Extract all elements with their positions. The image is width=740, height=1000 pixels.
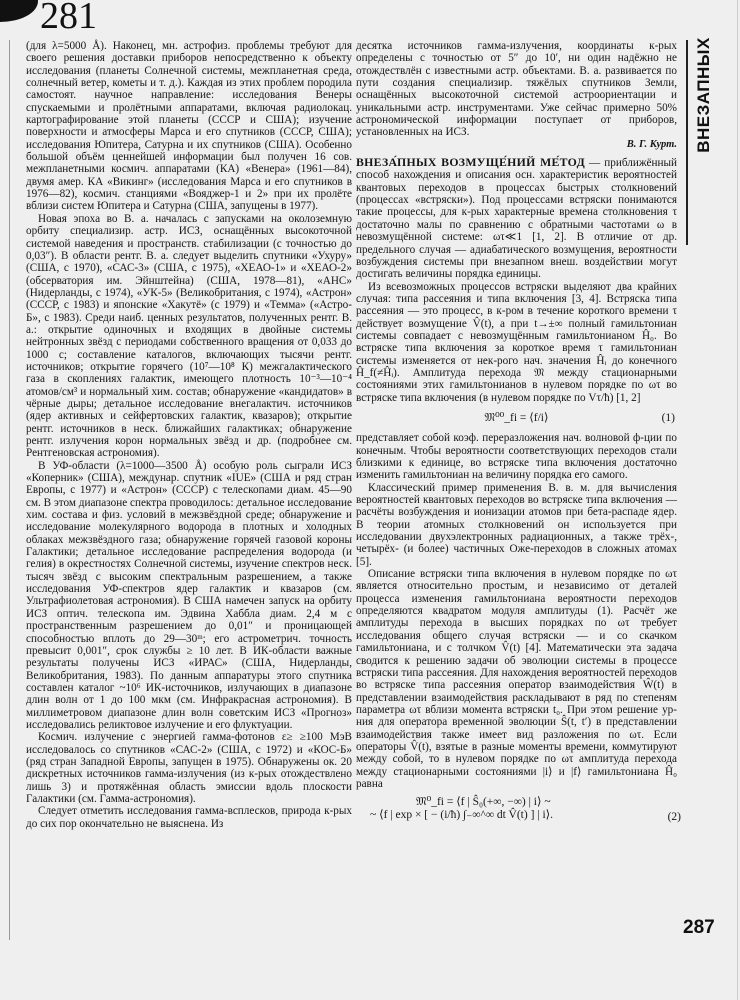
paragraph-description: Описание встряски типа включения в нулевом порядке по ωτ является относительно простым, и независимо от деталей процесса изменения гамильтониана вероятности переходов определяются квадратом модуля амплитуды (1). Расчёт же амплитуды перехода в высших порядках по ωτ требует исследования общего случая встряски — и со скачком гамильтониана, и с толчком V̂(t) [4]. Математически эта задача сводится к решению задачи об эволюции системы в процессе встряски типа рассеяния. Для нахождения вероятностей переходов во встряске типа рассеяния оператор взаимодействия Ŵ(t) в представлении взаимодействия раскладывают в ряд по степеням параметра ωτ вблизи момента встряски t₀. При этом решение ур-ния для оператора временной эволюции Ŝ(t, t′) в представлении взаимодействия также имеет вид разложения по ωτ. Если операторы V̂(t), взятые в разные моменты времени, коммутируют между собой, то в нулевом порядке по ωτ амплитуда перехода между стационарными состояниями |i⟩ и |f⟩ гамильтониана Ĥ₀ равна [356,568,677,790]
bottom-page-number: 287 [683,917,715,938]
running-header-text: ВНЕЗАПНЫХ [694,37,714,153]
running-header [691,37,717,153]
scan-corner-shadow [0,0,38,22]
header-rule [686,40,688,245]
left-column [26,40,352,830]
formula-2-line-2-expression: ~ ⟨f | exp × [ − (i/ħ) ∫₋∞^∞ dt V̂(t) ] | i⟩. [370,808,554,821]
entry-headword: ВНЕЗА́ПНЫХ ВОЗМУЩЕ́НИЙ МЕ́ТОД [356,155,585,170]
paragraph-gamma: Космич. излучение с энергией гамма-фотонов ε≥ ≥100 МэВ исследовалось со спутников «САС-2» (США, с 1972) и «КОС-Б» (ряд стран Западной Европы, запущен в 1975). Обнаружены ок. 20 дискретных источников гамма-излучения (из к-рых отождествлено лишь 3) и протяжённая область эмиссии вдоль плоскости Галактики (см. Гамма-астрономия). [26,731,352,805]
formula-2 [356,796,681,823]
scan-left-edge [9,40,10,940]
entry-intro-paragraph [356,156,677,280]
scan-right-edge [737,0,738,1000]
formula-2-line-1: 𝔐⁰_fi = ⟨f | Ŝ₀(+∞, −∞) | i⟩ ~ [416,796,551,809]
paragraph-continuation: десятка источников гамма-излучения, координаты к-рых определены с точностью от 5″ до 10′, ни один надёжно не отождествлён с известными астр. объектами. В. а. развивается по пути создания специализир. тяжёлых спутников Земли, оснащённых высокоточной системой астроориентации и уникальными астр. инструментами. Уже сейчас примерно 50% астрономической информации поступает от приборов, установленных на ИСЗ. [356,40,677,139]
entry-intro-text: — приближённый способ нахождения и описания осн. характеристик вероятностей квантовых переходов в процессах быстрых столкновений (процессах «встряски»). Под процессами встряски понимаются такие процессы, для к-рых характерные времена столкновения τ достаточно малы по сравнению с обратными частотами ω в невозмущённой системе: ωτ≪1 [1, 2]. В отличие от др. предельного случая — адиабатического возмущения, вероятности возбуждения системы при внезапном внеш. воздействии могут достигать величины порядка единицы. [356,157,677,281]
paragraph-xray: Новая эпоха во В. а. началась с запусками на околоземную орбиту специализир. астр. ИСЗ, оснащённых высокоточной системой наведения и пространств. стабилизации (с точностью до 0,03″). В области рентг. В. а. следует выделить спутники «Ухуру» (США, с 1970), «САС-3» (США, с 1975), «ХЕАО-1» и «ХЕАО-2» (обсерватория им. Эйнштейна) (США, 1978—81), «АНС» (Нидерланды, с 1974), «УК-5» (Великобритания, с 1974), «Астрон» (СССР, с 1983) и японские «Хакутё» (с 1979) и «Темма» («Астро-Б», с 1983). Среди наиб. ценных результатов, полученных рентг. В. а.: открытие одиночных и входящих в двойные системы нейтронных звёзд с периодами собственного вращения от 0,033 до 1000 с; составление каталогов, включающих тысячи рентг. источников; открытие горячего (10⁷—10⁸ К) межгалактического газа в скоплениях галактик, имеющего плотность 10⁻³—10⁻⁴ атомов/см³ и нормальный хим. состав; обнаружение «кандидатов» в чёрные дыры; детальное исследование внегалактич. источников (ядер активных и сейфертовских галактик, квазаров); открытие рентг. источников в неск. ближайших галактиках; обнаружение рентг. излучения корон нормальных звёзд и др. (подробнее см. Рентгеновская астрономия). [26,212,352,460]
top-page-number: 281 [40,0,97,37]
right-column [356,40,681,823]
paragraph-planetary: (для λ=5000 Å). Наконец, мн. астрофиз. проблемы требуют для своего решения доставки приборов непосредственно к объекту исследования (планеты Солнечной системы, межпланетная среда, солнечный ветер, кометы и т. д.). Каждая из этих проблем породила самостоят. научное направление: исследования Венеры спускаемыми и пролётными аппаратами, включая радиолокац. картографирование этой планеты (СССР и США); изучение поверхности и атмосферы Марса и его спутников (СССР, США); исследования Юпитера, Сатурна и их спутников (США). Особенно большой объём ценнейшей информации был получен 16 сов. межпланетными космич. аппаратами (КА) «Венера» (1961—84), двумя амер. КА «Викинг» (исследования Марса и его спутников в 1976—82), космич. станциями «Вояджер-1 и 2» при их пролёте вблизи систем Юпитера и Сатурна (США, запущены в 1977). [26,40,352,213]
formula-1 [356,412,677,424]
formula-1-number: (1) [661,411,675,424]
formula-2-line-2 [356,808,681,823]
paragraph-reexpansion: представляет собой коэф. переразложения нач. волновой ф-ции по конечным. Чтобы вероятности соответствующих переходов стали близкими к единице, во встряске типа включения достаточно изменить гамильтониан на величину порядка его самого. [356,432,677,482]
paragraph-classic-example: Классический пример применения В. в. м. для вычисления вероятностей квантовых переходов во встряске типа включения — расчёты возбуждения и ионизации атомов при бета-распаде ядер. В теории атомных столкновений он используется при исследовании двухэлектронных радиационных, а также трёх-, четырёх- (и более) частичных Оже-переходов в сложных атомах [5]. [356,481,677,568]
formula-2-number: (2) [667,810,681,823]
paragraph-uv-ir: В УФ-области (λ=1000—3500 Å) особую роль сыграли ИСЗ «Коперник» (США), междунар. спутник «IUE» (США и ряд стран Европы, с 1977) и «Астрон» (СССР) с телескопами диам. 45—90 см. В этом диапазоне спектра проводилось: детальное исследование хим. состава и физ. условий в межзвёздной среде; обнаружение и исследование молекулярного водорода в плотных и холодных облаках межзвёздного газа; обнаружение горячей газовой короны Галактики; детальное исследование распределения водорода (и гелия) в окрестностях Солнечной системы, изучение спектров неск. тысяч звёзд с высоким спектральным разрешением, а также исследования УФ-спектров ядер галактик и квазаров (см. Ультрафиолетовая астрономия). В США намечен запуск на орбиту ИСЗ оптич. телескопа им. Эдвина Хаббла диам. 2,4 м с пространственным разрешением до 0,01″ и проницающей способностью вплоть до 29—30ᵐ; его астрометрич. точность превысит 0,001″, срок службы ≥ 10 лет. В ИК-области важные результаты получены ИСЗ «ИРАС» (США, Нидерланды, Великобритания, 1983). По данным аппаратуры этого спутника составлен каталог ~10⁶ ИК-источников, излучающих в диапазоне длин волн от 1 до 100 мкм (см. Инфракрасная астрономия). В миллиметровом диапазоне длин волн советским ИСЗ «Прогноз» исследовались реликтовое излучение и его флуктуации. [26,459,352,731]
author-signature: В. Г. Курт. [626,138,677,150]
formula-1-expression: 𝔐⁰⁰_fi = ⟨f/i⟩ [484,411,549,424]
paragraph-gamma-bursts: Следует отметить исследования гамма-всплесков, природа к-рых до сих пор окончательно не выяснена. Из [26,805,352,830]
paragraph-two-cases: Из всевозможных процессов встряски выделяют два крайних случая: типа рассеяния и типа включения [3, 4]. Встряска типа рассеяния — это процесс, в к-ром в течение короткого времени τ действует возмущение V̂(t), а при t→±∞ полный гамильтониан системы совпадает с невозмущённым гамильтонианом Ĥ₀. Во встряске типа включения за короткое время τ гамильтониан системы изменяется от нек-рого нач. значения Ĥᵢ до конечного Ĥ_f(≠Ĥᵢ). Амплитуда перехода 𝔐 между стационарными состояниями этих гамильтонианов в нулевом порядке по ωτ во встряске типа включения (в нулевом порядке по Vτ/ħ) [1, 2] [356,280,677,404]
